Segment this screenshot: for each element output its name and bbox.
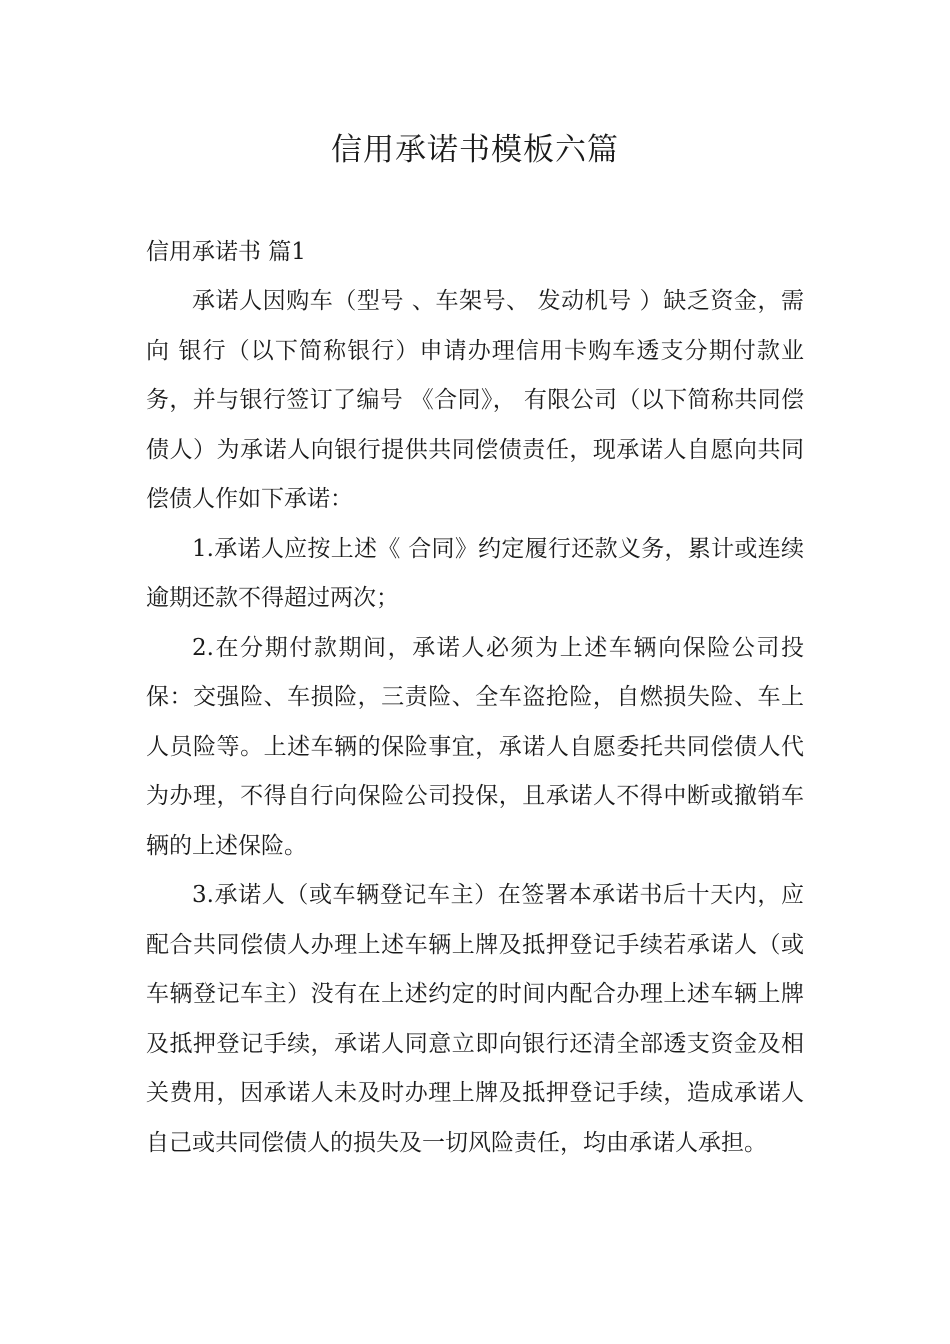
document-title: 信用承诺书模板六篇 — [331, 132, 619, 168]
clause-3-paragraph: 3.承诺人（或车辆登记车主）在签署本承诺书后十天内，应配合共同偿债人办理上述车辆上牌及抵押登记手续若承诺人（或车辆登记车主）没有在上述约定的时间内配合办理上述车辆上牌及抵押登记手续，承诺人同意立即向银行还清全部透支资金及相关费用，因承诺人未及时办理上牌及抵押登记手续，造成承诺人自己或共同偿债人的损失及一切风险责任，均由承诺人承担。 — [146, 882, 804, 1156]
clause-1-paragraph: 1.承诺人应按上述《 合同》约定履行还款义务，累计或连续逾期还款不得超过两次； — [146, 535, 804, 611]
clause-2-paragraph: 2.在分期付款期间，承诺人必须为上述车辆向保险公司投保：交强险、车损险，三责险、全车盗抢险，自燃损失险、车上人员险等。上述车辆的保险事宜，承诺人自愿委托共同偿债人代为办理，不得自行向保险公司投保，且承诺人不得中断或撤销车辆的上述保险。 — [146, 634, 804, 859]
intro-paragraph: 承诺人因购车（型号 、车架号、 发动机号 ）缺乏资金，需向 银行（以下简称银行）申请办理信用卡购车透支分期付款业务，并与银行签订了编号 《合同》， 有限公司（以下简称共同偿债人）为承诺人向银行提供共同偿债责任，现承诺人自愿向共同偿债人作如下承诺： — [146, 288, 804, 512]
section-heading: 信用承诺书 篇1 — [146, 239, 306, 265]
document-body — [146, 228, 804, 1168]
